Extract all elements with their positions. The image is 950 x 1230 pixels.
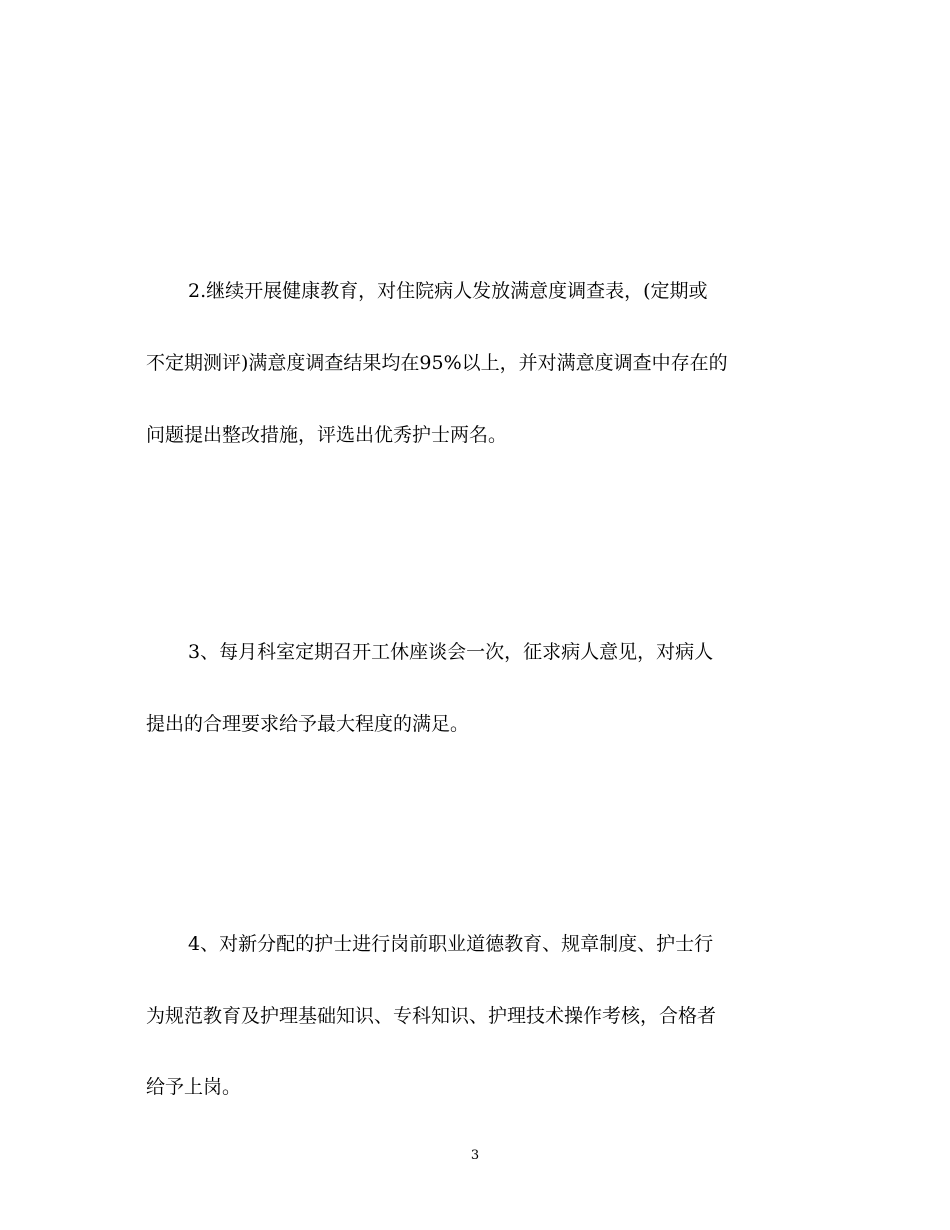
paragraph-line-text: 4、对新分配的护士进行岗前职业道德教育、规章制度、护士行 [188, 933, 714, 955]
paragraph-line-text: 为规范教育及护理基础知识、专科知识、护理技术操作考核，合格者 [146, 1005, 717, 1027]
page-number: 3 [470, 1148, 480, 1163]
paragraph-line-text: 2.继续开展健康教育，对住院病人发放满意度调查表，(定期或 [188, 280, 708, 302]
paragraph-line-text: 给予上岗。 [146, 1076, 242, 1098]
paragraph-line-text: 提出的合理要求给予最大程度的满足。 [146, 713, 470, 735]
paragraph-line-text: 问题提出整改措施，评选出优秀护士两名。 [146, 424, 508, 446]
paragraph-line-text: 不定期测评)满意度调查结果均在95%以上，并对满意度调查中存在的 [146, 352, 728, 374]
paragraph-line-text: 3、每月科室定期召开工休座谈会一次，征求病人意见，对病人 [188, 641, 714, 663]
